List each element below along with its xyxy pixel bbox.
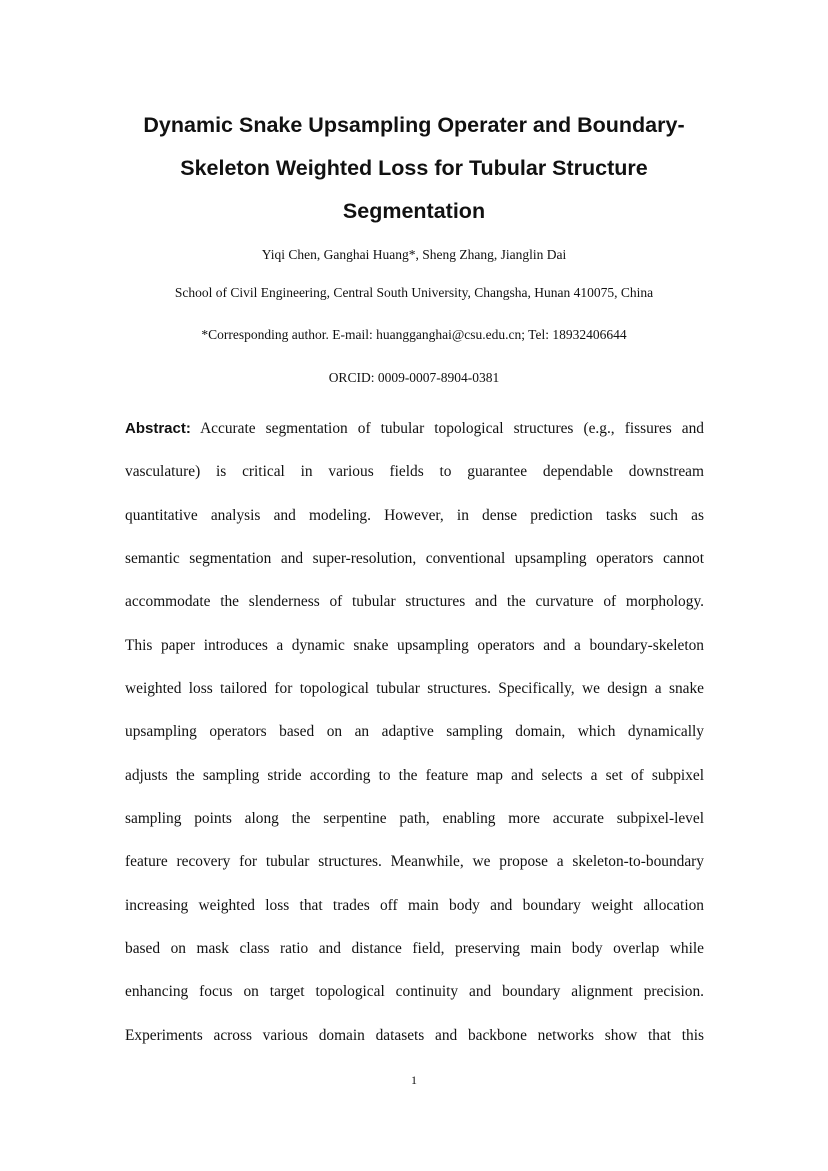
abstract-line-text: Accurate segmentation of tubular topological structures (e.g., fissures and xyxy=(200,420,704,437)
abstract-line xyxy=(125,407,704,450)
abstract-line: increasing weighted loss that trades off main body and boundary weight allocation xyxy=(125,896,704,914)
page-number: 1 xyxy=(411,1073,417,1087)
abstract-line: quantitative analysis and modeling. However, in dense prediction tasks such as xyxy=(125,506,704,524)
title-line-1: Dynamic Snake Upsampling Operater and Boundary- xyxy=(143,113,685,137)
abstract-line: upsampling operators based on an adaptive sampling domain, which dynamically xyxy=(125,723,704,741)
corresponding-author: *Corresponding author. E-mail: huangganghai@csu.edu.cn; Tel: 18932406644 xyxy=(201,327,627,342)
author-list: Yiqi Chen, Ganghai Huang*, Sheng Zhang, Jianglin Dai xyxy=(261,247,567,262)
affiliation: School of Civil Engineering, Central South University, Changsha, Hunan 410075, China xyxy=(174,285,654,300)
title-line-3: Segmentation xyxy=(342,199,486,223)
abstract-line: semantic segmentation and super-resolution, conventional upsampling operators cannot xyxy=(125,550,704,568)
abstract-line: feature recovery for tubular structures. Meanwhile, we propose a skeleton-to-boundary xyxy=(125,853,704,871)
abstract-line: adjusts the sampling stride according to the feature map and selects a set of subpixel xyxy=(125,766,704,784)
abstract-line: vasculature) is critical in various fields to guarantee dependable downstream xyxy=(125,463,704,481)
abstract-line: enhancing focus on target topological continuity and boundary alignment precision. xyxy=(125,983,704,1001)
abstract-label: Abstract: xyxy=(125,420,191,437)
orcid: ORCID: 0009-0007-8904-0381 xyxy=(328,370,500,385)
abstract-line: accommodate the slenderness of tubular structures and the curvature of morphology. xyxy=(125,593,704,611)
abstract-line: weighted loss tailored for topological tubular structures. Specifically, we design a snake xyxy=(125,680,704,698)
title-line-2: Skeleton Weighted Loss for Tubular Structure xyxy=(180,156,648,180)
abstract-line: sampling points along the serpentine path, enabling more accurate subpixel-level xyxy=(125,810,704,828)
abstract-line: based on mask class ratio and distance field, preserving main body overlap while xyxy=(125,940,704,958)
abstract-line: This paper introduces a dynamic snake upsampling operators and a boundary-skeleton xyxy=(125,636,704,654)
abstract xyxy=(125,407,704,1057)
paper-title xyxy=(90,104,738,233)
abstract-line: Experiments across various domain datasets and backbone networks show that this xyxy=(125,1026,704,1044)
